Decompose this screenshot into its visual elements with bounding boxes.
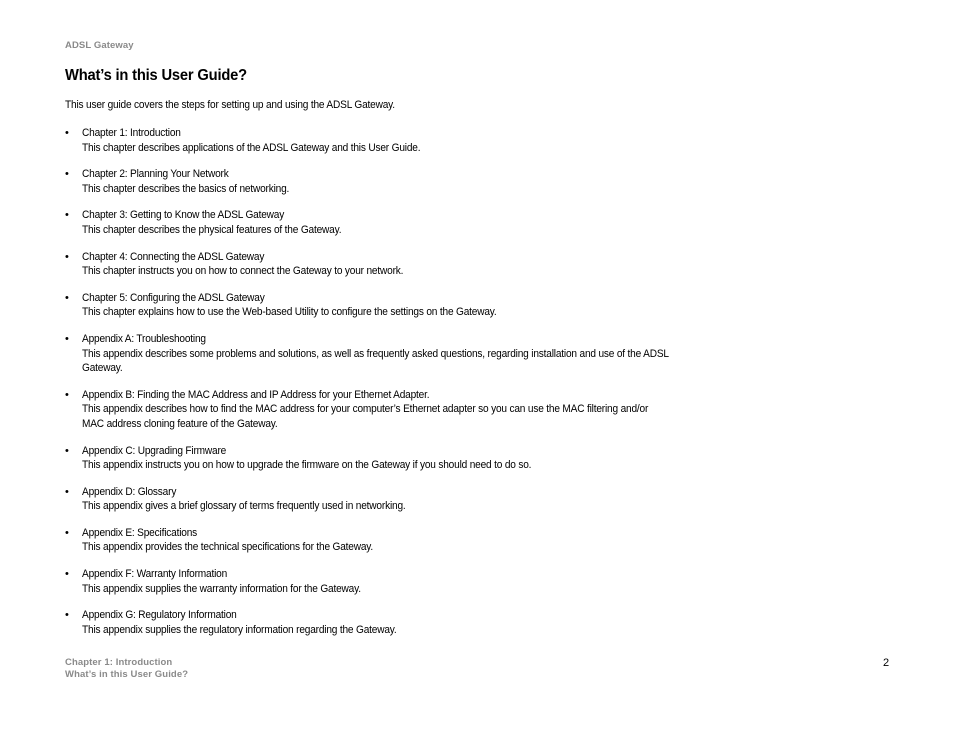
bullet-icon: • (65, 291, 69, 304)
item-description: This chapter describes applications of the ADSL Gateway and this User Guide. (82, 141, 421, 154)
list-item (65, 567, 685, 596)
chapter-list (65, 126, 685, 649)
list-item (65, 608, 685, 637)
item-description: This chapter instructs you on how to connect the Gateway to your network. (82, 265, 404, 278)
item-description: This appendix provides the technical specifications for the Gateway. (82, 541, 374, 554)
item-title: Appendix D: Glossary (82, 485, 177, 498)
intro-paragraph: This user guide covers the steps for setting up and using the ADSL Gateway. (65, 99, 395, 111)
bullet-icon: • (65, 388, 69, 401)
footer-section: What’s in this User Guide? (65, 669, 189, 680)
item-description: This chapter explains how to use the Web-based Utility to configure the settings on the Gateway. (82, 306, 497, 319)
bullet-icon: • (65, 332, 69, 345)
list-item (65, 444, 685, 473)
item-title: Chapter 1: Introduction (82, 127, 181, 139)
list-item (65, 126, 685, 155)
item-title: Appendix C: Upgrading Firmware (82, 444, 227, 457)
list-item (65, 167, 685, 196)
list-item (65, 485, 685, 514)
list-item (65, 291, 685, 320)
item-title: Appendix E: Specifications (82, 526, 198, 539)
bullet-icon: • (65, 444, 69, 457)
item-title: Chapter 3: Getting to Know the ADSL Gateway (82, 209, 285, 222)
item-description: This appendix describes some problems and solutions, as well as frequently asked questions, regarding installation and use of the ADSL Gateway. (82, 347, 669, 375)
running-footer (65, 657, 188, 681)
bullet-icon: • (65, 609, 69, 622)
bullet-icon: • (65, 168, 69, 181)
footer-chapter: Chapter 1: Introduction (65, 657, 173, 668)
bullet-icon: • (65, 250, 69, 263)
bullet-icon: • (65, 127, 69, 139)
list-item (65, 332, 685, 376)
page-title: What’s in this User Guide? (65, 67, 247, 84)
item-title: Appendix A: Troubleshooting (82, 332, 206, 345)
item-description: This appendix instructs you on how to upgrade the firmware on the Gateway if you should need to do so. (82, 459, 532, 472)
bullet-icon: • (65, 568, 69, 581)
item-title: Appendix G: Regulatory Information (82, 609, 237, 622)
item-title: Appendix B: Finding the MAC Address and IP Address for your Ethernet Adapter. (82, 388, 430, 401)
item-description: This chapter describes the physical features of the Gateway. (82, 223, 342, 236)
item-title: Chapter 5: Configuring the ADSL Gateway (82, 291, 265, 304)
item-title: Chapter 2: Planning Your Network (82, 168, 229, 181)
list-item (65, 208, 685, 237)
item-description: This appendix supplies the warranty information for the Gateway. (82, 582, 361, 595)
page-number: 2 (883, 657, 890, 669)
item-title: Chapter 4: Connecting the ADSL Gateway (82, 250, 265, 263)
running-header: ADSL Gateway (65, 40, 134, 51)
bullet-icon: • (65, 209, 69, 222)
item-title: Appendix F: Warranty Information (82, 568, 228, 581)
bullet-icon: • (65, 526, 69, 539)
item-description: This appendix describes how to find the MAC address for your computer’s Ethernet adapter so you can use the MAC filtering and/or MAC address cloning feature of the Gateway. (82, 403, 649, 430)
list-item (65, 388, 685, 432)
item-description: This appendix gives a brief glossary of terms frequently used in networking. (82, 500, 406, 513)
list-item (65, 526, 685, 555)
bullet-icon: • (65, 485, 69, 498)
list-item (65, 250, 685, 279)
item-description: This appendix supplies the regulatory information regarding the Gateway. (82, 623, 397, 636)
item-description: This chapter describes the basics of networking. (82, 182, 290, 195)
